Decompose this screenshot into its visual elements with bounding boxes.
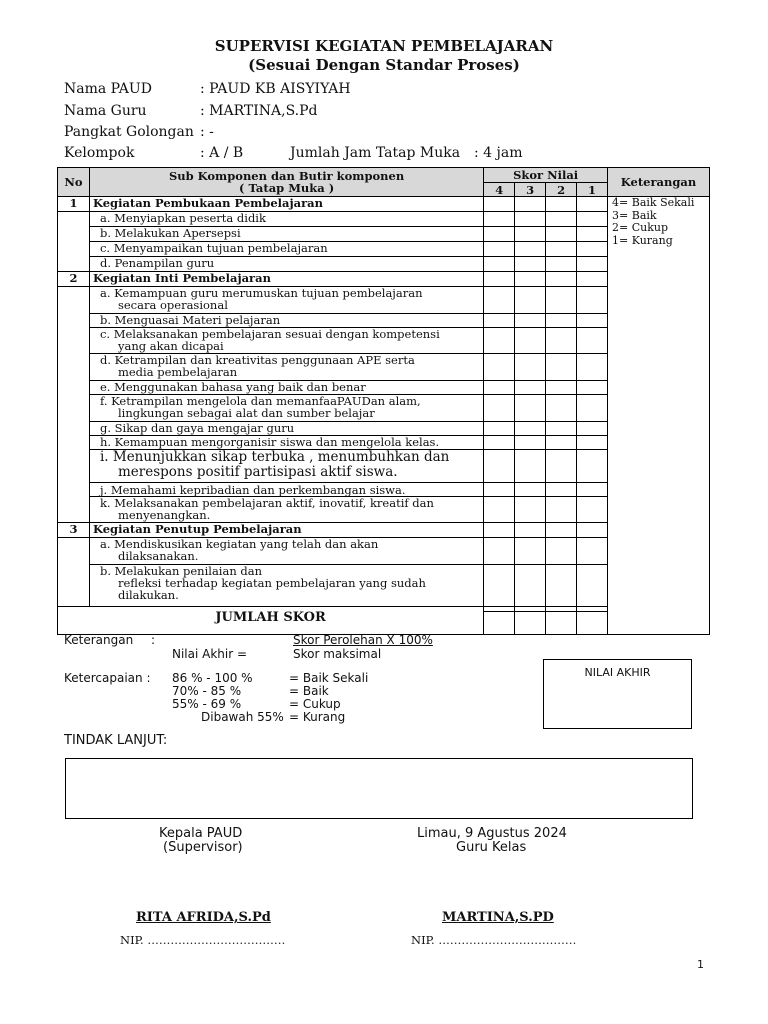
score-cell[interactable]: [577, 436, 608, 450]
header-skor-1: 1: [577, 183, 608, 197]
score-cell[interactable]: [515, 381, 546, 395]
score-cell[interactable]: [577, 242, 608, 257]
ketercapaian-range: 70% - 85 %: [172, 684, 242, 698]
score-cell[interactable]: [577, 197, 608, 212]
signature-right-title: Limau, 9 Agustus 2024: [417, 826, 567, 841]
jam-value: : 4 jam: [474, 145, 523, 161]
header-sub-line1: Sub Komponen dan Butir komponen: [168, 169, 405, 183]
table-row: g. Sikap dan gaya mengajar guru: [89, 422, 483, 436]
score-cell[interactable]: [577, 422, 608, 436]
score-cell[interactable]: [546, 287, 577, 314]
nama-guru-label: Nama Guru: [64, 103, 147, 119]
score-cell[interactable]: [484, 354, 515, 381]
total-cell[interactable]: [546, 612, 577, 635]
score-cell[interactable]: [515, 227, 546, 242]
score-cell[interactable]: [515, 212, 546, 227]
table-row: d. Penampilan guru: [89, 257, 483, 272]
score-cell[interactable]: [515, 242, 546, 257]
score-cell[interactable]: [546, 314, 577, 328]
score-cell[interactable]: [515, 354, 546, 381]
pangkat-label: Pangkat Golongan: [64, 124, 194, 140]
table-row: d. Ketrampilan dan kreativitas penggunaan APE serta media pembelajaran: [89, 354, 483, 381]
score-cell[interactable]: [515, 565, 546, 607]
header-sub-line2: ( Tatap Muka ): [239, 181, 335, 195]
score-cell[interactable]: [484, 523, 515, 538]
formula-ket-label: Keterangan: [64, 633, 134, 647]
legend-item: 2= Cukup: [612, 221, 669, 234]
nilai-akhir-box[interactable]: [543, 659, 692, 729]
score-cell[interactable]: [484, 436, 515, 450]
table-row: e. Menggunakan bahasa yang baik dan benar: [89, 381, 483, 395]
score-cell[interactable]: [484, 422, 515, 436]
score-cell[interactable]: [546, 257, 577, 272]
table-row: c. Melaksanakan pembelajaran sesuai dengan kompetensi yang akan dicapai: [89, 328, 483, 354]
score-cell[interactable]: [577, 227, 608, 242]
score-cell[interactable]: [546, 538, 577, 565]
score-cell[interactable]: [577, 395, 608, 422]
score-cell[interactable]: [515, 257, 546, 272]
nama-guru-value: : MARTINA,S.Pd: [200, 103, 318, 119]
score-cell[interactable]: [515, 450, 546, 483]
score-cell[interactable]: [546, 212, 577, 227]
score-cell[interactable]: [515, 314, 546, 328]
supervision-table: [57, 167, 710, 635]
score-cell[interactable]: [546, 354, 577, 381]
total-cell[interactable]: [515, 612, 546, 635]
signature-left-name: RITA AFRIDA,S.Pd: [136, 910, 271, 925]
header-no: No: [58, 168, 90, 197]
ketercapaian-range: Dibawah 55%: [201, 710, 284, 724]
score-cell[interactable]: [577, 450, 608, 483]
table-row: i. Menunjukkan sikap terbuka , menumbuhkan dan merespons positif partisipasi aktif siswa.: [89, 450, 483, 483]
score-cell[interactable]: [577, 483, 608, 497]
score-cell[interactable]: [546, 565, 577, 607]
section-no: 1: [58, 197, 90, 212]
score-cell[interactable]: [515, 483, 546, 497]
score-cell[interactable]: [577, 314, 608, 328]
signature-right-sub: Guru Kelas: [456, 840, 527, 855]
table-row: a. Menyiapkan peserta didik: [89, 212, 483, 227]
score-cell[interactable]: [577, 272, 608, 287]
formula-nilai-akhir: Nilai Akhir =: [172, 647, 248, 661]
score-cell[interactable]: [546, 436, 577, 450]
ketercapaian-range: 86 % - 100 %: [172, 671, 253, 685]
score-cell[interactable]: [484, 287, 515, 314]
nilai-akhir-label: NILAI AKHIR: [584, 666, 651, 679]
score-cell[interactable]: [484, 395, 515, 422]
section-no: 3: [58, 523, 90, 538]
score-cell[interactable]: [577, 381, 608, 395]
signature-left-title: Kepala PAUD: [159, 826, 243, 841]
table-row: h. Kemampuan mengorganisir siswa dan mengelola kelas.: [89, 436, 483, 450]
score-cell[interactable]: [546, 422, 577, 436]
score-cell[interactable]: [515, 272, 546, 287]
page-subtitle: (Sesuai Dengan Standar Proses): [248, 56, 520, 74]
table-row: a. Kemampuan guru merumuskan tujuan pembelajaran secara operasional: [89, 287, 483, 314]
score-cell[interactable]: [484, 328, 515, 354]
ketercapaian-eq: = Baik Sekali: [289, 671, 369, 685]
signature-left-nip: NIP. ………………………………: [120, 933, 286, 947]
score-cell[interactable]: [546, 328, 577, 354]
score-cell[interactable]: [484, 538, 515, 565]
score-cell[interactable]: [515, 436, 546, 450]
page-title: SUPERVISI KEGIATAN PEMBELAJARAN: [214, 37, 554, 55]
kelompok-value: : A / B: [200, 145, 244, 161]
table-row: b. Melakukan penilaian dan refleksi terhadap kegiatan pembelajaran yang sudah dilakukan.: [89, 565, 483, 607]
ketercapaian-eq: = Baik: [289, 684, 329, 698]
signature-left-sub: (Supervisor): [163, 840, 243, 855]
score-cell[interactable]: [577, 354, 608, 381]
page-number: 1: [697, 958, 704, 971]
score-cell[interactable]: [546, 483, 577, 497]
score-cell[interactable]: [577, 538, 608, 565]
section-title: Kegiatan Pembukaan Pembelajaran: [89, 197, 483, 212]
tindak-lanjut-box[interactable]: [65, 758, 693, 819]
section-title: Kegiatan Penutup Pembelajaran: [89, 523, 483, 538]
total-cell[interactable]: [577, 612, 608, 635]
formula-denominator: Skor maksimal: [293, 647, 382, 661]
score-cell[interactable]: [577, 565, 608, 607]
score-cell[interactable]: [484, 483, 515, 497]
formula-colon: :: [151, 633, 156, 647]
formula-numerator: Skor Perolehan X 100%: [293, 633, 433, 647]
section-no: 2: [58, 272, 90, 287]
header-skor-2: 2: [546, 183, 577, 197]
section-title: Kegiatan Inti Pembelajaran: [89, 272, 483, 287]
kelompok-label: Kelompok: [64, 145, 135, 161]
tindak-lanjut-label: TINDAK LANJUT:: [64, 733, 168, 748]
score-cell[interactable]: [484, 197, 515, 212]
score-cell[interactable]: [484, 381, 515, 395]
score-cell[interactable]: [484, 314, 515, 328]
ketercapaian-eq: = Kurang: [289, 710, 346, 724]
score-cell[interactable]: [546, 497, 577, 523]
score-cell[interactable]: [515, 523, 546, 538]
score-cell[interactable]: [515, 422, 546, 436]
legend-item: 4= Baik Sekali: [612, 196, 695, 209]
keterangan-legend: [608, 197, 710, 635]
table-row: c. Menyampaikan tujuan pembelajaran: [89, 242, 483, 257]
score-cell[interactable]: [577, 328, 608, 354]
score-cell[interactable]: [546, 395, 577, 422]
score-cell[interactable]: [577, 212, 608, 227]
table-row: j. Memahami kepribadian dan perkembangan siswa.: [89, 483, 483, 497]
table-row: b. Menguasai Materi pelajaran: [89, 314, 483, 328]
score-cell[interactable]: [515, 328, 546, 354]
legend-item: 3= Baik: [612, 208, 657, 222]
pangkat-value: : -: [200, 124, 214, 140]
header-keterangan: Keterangan: [608, 168, 710, 197]
score-cell[interactable]: [515, 395, 546, 422]
header-skor-3: 3: [515, 183, 546, 197]
score-cell[interactable]: [484, 497, 515, 523]
total-cell[interactable]: [484, 612, 515, 635]
ketercapaian-range: 55% - 69 %: [172, 697, 242, 711]
jam-label: Jumlah Jam Tatap Muka: [290, 145, 461, 161]
score-cell[interactable]: [484, 227, 515, 242]
score-cell[interactable]: [577, 497, 608, 523]
header-skor-4: 4: [484, 183, 515, 197]
legend-item: 1= Kurang: [612, 233, 673, 247]
jumlah-skor-label: JUMLAH SKOR: [58, 612, 484, 635]
header-sub-komponen: [89, 168, 483, 197]
ketercapaian-eq: = Cukup: [289, 697, 341, 711]
score-cell[interactable]: [484, 450, 515, 483]
score-cell[interactable]: [546, 523, 577, 538]
score-cell[interactable]: [546, 197, 577, 212]
score-cell[interactable]: [484, 565, 515, 607]
score-cell[interactable]: [546, 381, 577, 395]
score-cell[interactable]: [577, 523, 608, 538]
table-row: f. Ketrampilan mengelola dan memanfaaPAUDan alam, lingkungan sebagai alat dan sumber belajar: [89, 395, 483, 422]
score-cell[interactable]: [577, 257, 608, 272]
score-cell[interactable]: [484, 257, 515, 272]
score-cell[interactable]: [546, 272, 577, 287]
signature-right-nip: NIP. ………………………………: [411, 933, 577, 947]
nama-paud-label: Nama PAUD: [64, 81, 152, 97]
score-cell[interactable]: [484, 212, 515, 227]
score-cell[interactable]: [515, 197, 546, 212]
table-row: a. Mendiskusikan kegiatan yang telah dan akan dilaksanakan.: [89, 538, 483, 565]
score-cell[interactable]: [546, 450, 577, 483]
table-row: b. Melakukan Apersepsi: [89, 227, 483, 242]
score-cell[interactable]: [484, 242, 515, 257]
score-cell[interactable]: [546, 242, 577, 257]
nama-paud-value: : PAUD KB AISYIYAH: [200, 81, 351, 97]
score-cell[interactable]: [484, 272, 515, 287]
score-cell[interactable]: [515, 538, 546, 565]
score-cell[interactable]: [515, 287, 546, 314]
header-skor-nilai: Skor Nilai: [484, 168, 608, 183]
score-cell[interactable]: [515, 497, 546, 523]
signature-right-name: MARTINA,S.PD: [442, 910, 554, 925]
ketercapaian-label: Ketercapaian :: [64, 671, 151, 685]
score-cell[interactable]: [577, 287, 608, 314]
table-row: k. Melaksanakan pembelajaran aktif, inovatif, kreatif dan menyenangkan.: [89, 497, 483, 523]
score-cell[interactable]: [546, 227, 577, 242]
